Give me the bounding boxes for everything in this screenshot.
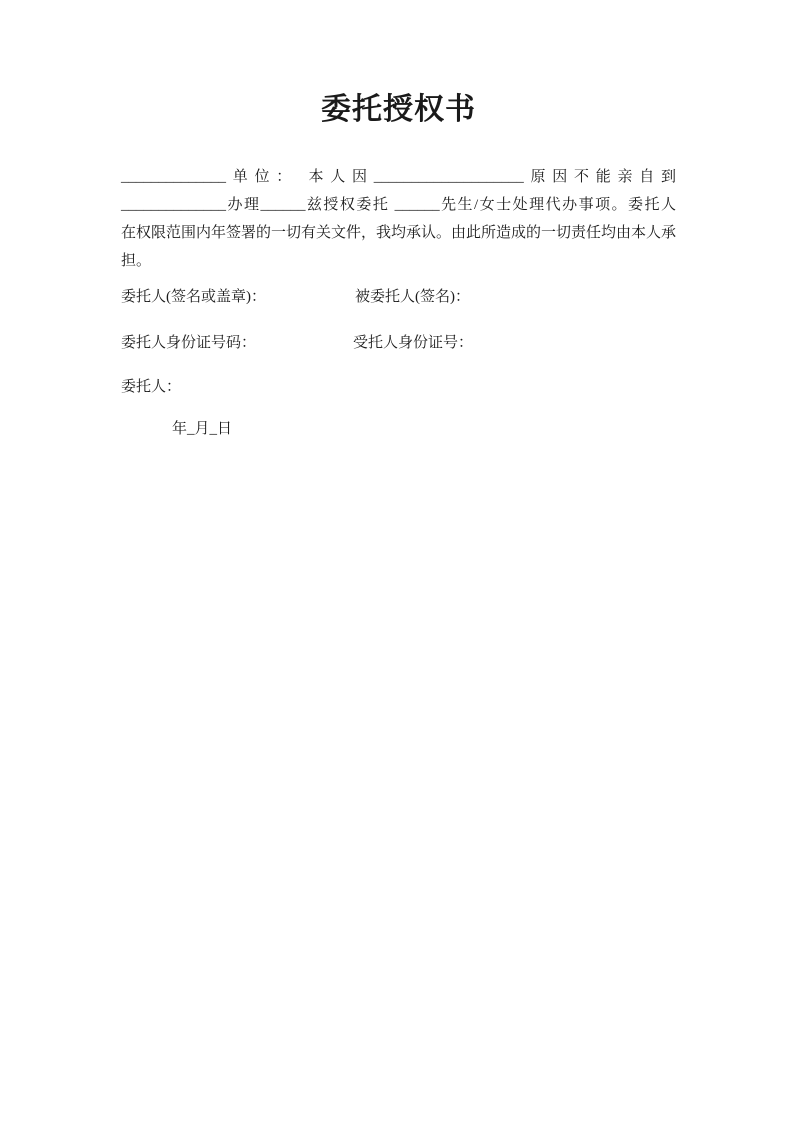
paragraph-line-2: ______________办理______兹授权委托 ______先生/女士处理代办事项。委托人 <box>121 197 676 213</box>
principal-signature-label: 委托人(签名或盖章)： <box>121 289 266 305</box>
principal-id-label: 委托人身份证号码： <box>121 335 257 351</box>
authorization-paragraph <box>121 163 676 275</box>
document-title: 委托授权书 <box>321 93 476 126</box>
signature-row <box>121 283 676 311</box>
document-content <box>0 0 793 443</box>
paragraph-line-3: 在权限范围内年签署的一切有关文件，我均承认。由此所造成的一切责任均由本人承 <box>121 225 677 241</box>
id-number-row <box>121 329 676 357</box>
paragraph-line-1: ______________单位： 本人因____________________原因不能亲自到 <box>121 169 676 185</box>
agent-id-label: 受托人身份证号： <box>353 335 474 351</box>
paragraph-line-4: 担。 <box>121 253 152 269</box>
agent-signature-label: 被委托人(签名)： <box>355 289 470 305</box>
date-line: 年_月_日 <box>172 421 233 437</box>
principal-name-label: 委托人： <box>121 379 182 395</box>
